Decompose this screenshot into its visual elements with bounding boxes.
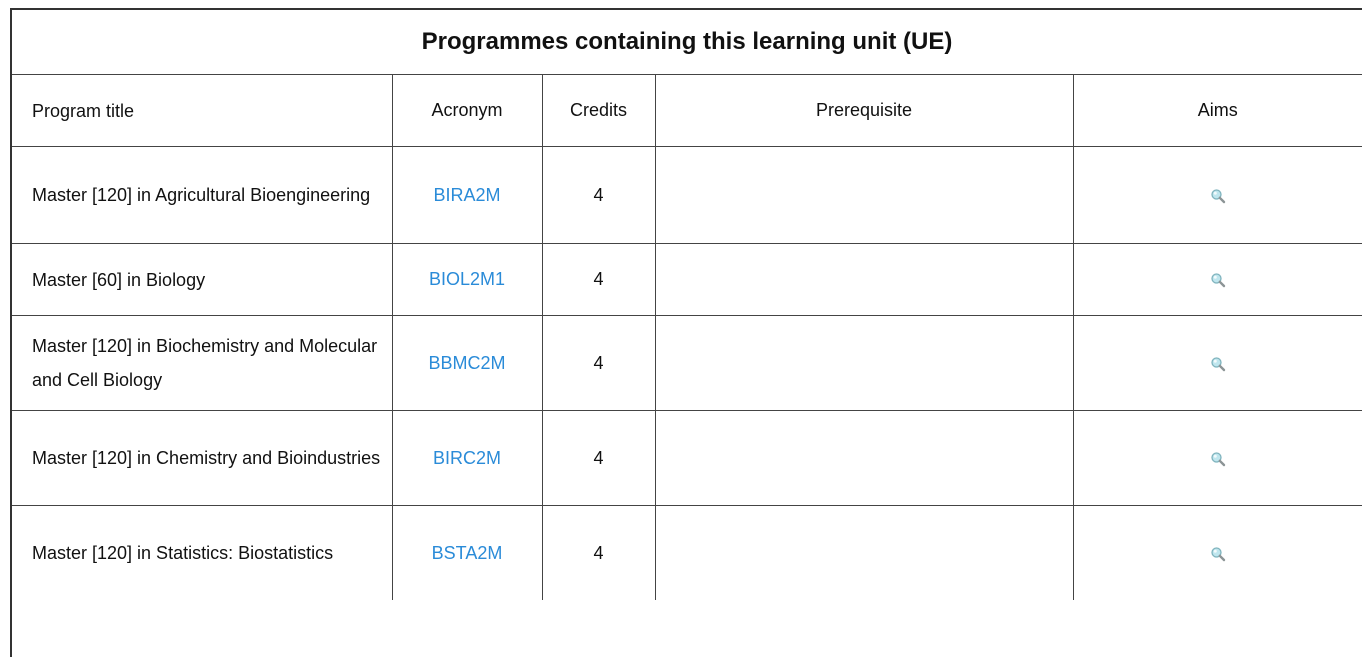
program-title: Master [120] in Chemistry and Bioindustries	[12, 411, 392, 506]
table-row	[12, 147, 1362, 244]
header-prerequisite: Prerequisite	[655, 75, 1073, 147]
aims-cell	[1073, 244, 1362, 316]
credits-cell: 4	[542, 316, 655, 411]
table-row	[12, 411, 1362, 506]
prerequisite-cell	[655, 316, 1073, 411]
acronym-cell	[392, 244, 542, 316]
program-title: Master [120] in Agricultural Bioengineering	[12, 147, 392, 244]
acronym-link[interactable]: BBMC2M	[428, 352, 506, 373]
header-acronym: Acronym	[392, 75, 542, 147]
magnifier-icon[interactable]	[1210, 272, 1226, 288]
credits-cell: 4	[542, 244, 655, 316]
prerequisite-cell	[655, 411, 1073, 506]
table-row	[12, 316, 1362, 411]
header-credits: Credits	[542, 75, 655, 147]
header-row	[12, 75, 1362, 147]
table-row	[12, 244, 1362, 316]
program-title: Master [120] in Biochemistry and Molecular and Cell Biology	[12, 316, 392, 411]
acronym-cell	[392, 506, 542, 601]
aims-cell	[1073, 506, 1362, 601]
prerequisite-cell	[655, 147, 1073, 244]
header-program-title: Program title	[12, 75, 392, 147]
acronym-link[interactable]: BIOL2M1	[428, 269, 506, 289]
table-row	[12, 506, 1362, 601]
acronym-link[interactable]: BSTA2M	[431, 542, 503, 563]
magnifier-icon[interactable]	[1210, 451, 1226, 467]
acronym-cell	[392, 147, 542, 244]
acronym-link[interactable]: BIRA2M	[433, 184, 501, 205]
header-aims: Aims	[1073, 75, 1362, 147]
aims-cell	[1073, 147, 1362, 244]
prerequisite-cell	[655, 244, 1073, 316]
programmes-table-container	[10, 8, 1362, 657]
aims-cell	[1073, 316, 1362, 411]
acronym-link[interactable]: BIRC2M	[432, 447, 501, 468]
prerequisite-cell	[655, 506, 1073, 601]
program-title: Master [60] in Biology	[12, 244, 392, 316]
acronym-cell	[392, 411, 542, 506]
credits-cell: 4	[542, 411, 655, 506]
programmes-table	[12, 10, 1362, 600]
aims-cell	[1073, 411, 1362, 506]
acronym-cell	[392, 316, 542, 411]
magnifier-icon[interactable]	[1210, 356, 1226, 372]
credits-cell: 4	[542, 506, 655, 601]
credits-cell: 4	[542, 147, 655, 244]
program-title: Master [120] in Statistics: Biostatistics	[12, 506, 392, 601]
magnifier-icon[interactable]	[1210, 188, 1226, 204]
table-caption: Programmes containing this learning unit (UE)	[12, 10, 1362, 75]
magnifier-icon[interactable]	[1210, 546, 1226, 562]
